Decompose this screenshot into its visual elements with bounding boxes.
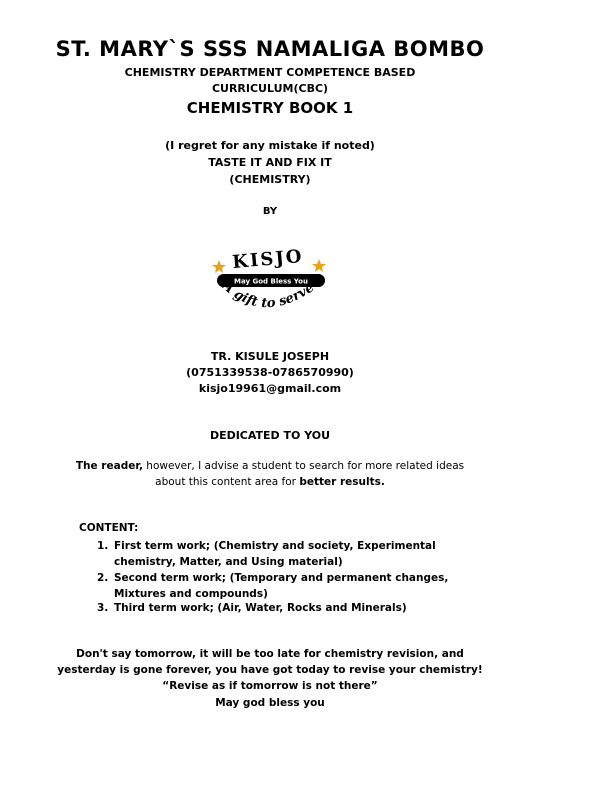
star-right-icon [312, 259, 326, 272]
content-heading: CONTENT: [79, 522, 139, 534]
slogan: TASTE IT AND FIX IT [208, 156, 332, 169]
logo-banner-text: May God Bless You [234, 277, 308, 286]
content-item-number: 2. [97, 572, 109, 584]
closing-line-2: yesterday is gone forever, you have got today to revise your chemistry! [57, 664, 483, 676]
dedication-line-1: The reader, however, I advise a student to search for more related ideas [75, 460, 465, 472]
content-item-1-line-2: chemistry, Matter, and Using material) [114, 556, 343, 568]
logo-name: KISJO [231, 245, 305, 274]
closing-quote: “Revise as if tomorrow is not there” [162, 680, 378, 692]
content-item-2-line-2: Mixtures and compounds) [114, 588, 268, 600]
book-title: CHEMISTRY BOOK 1 [186, 99, 354, 117]
author-name: TR. KISULE JOSEPH [210, 350, 330, 363]
closing-blessing: May god bless you [215, 697, 325, 709]
author-phones: (0751339538-0786570990) [186, 366, 354, 379]
star-left-icon [212, 260, 226, 273]
department-line-1: CHEMISTRY DEPARTMENT COMPETENCE BASED [124, 66, 416, 79]
subject-label: (CHEMISTRY) [229, 173, 311, 186]
dedication-title: DEDICATED TO YOU [209, 429, 331, 442]
by-label: BY [262, 206, 278, 217]
regret-note: (I regret for any mistake if noted) [165, 139, 375, 152]
content-item-number: 1. [97, 540, 109, 552]
content-item-3-line-1: Third term work; (Air, Water, Rocks and Minerals) [114, 602, 407, 614]
dedication-line-2: about this content area for better results. [155, 476, 385, 488]
content-item-1-line-1: First term work; (Chemistry and society, Experimental [114, 540, 436, 552]
kisjo-logo [205, 232, 335, 327]
logo-tagline: A gift to serve [219, 278, 317, 312]
content-item-number: 3. [97, 602, 109, 614]
closing-line-1: Don't say tomorrow, it will be too late for chemistry revision, and [76, 648, 464, 660]
school-name: ST. MARY`S SSS NAMALIGA BOMBO [55, 37, 485, 61]
department-line-2: CURRICULUM(CBC) [211, 82, 329, 95]
content-item-2-line-1: Second term work; (Temporary and permanent changes, [114, 572, 449, 584]
author-email: kisjo19961@gmail.com [198, 382, 342, 395]
kisjo-logo-graphic [205, 232, 335, 327]
